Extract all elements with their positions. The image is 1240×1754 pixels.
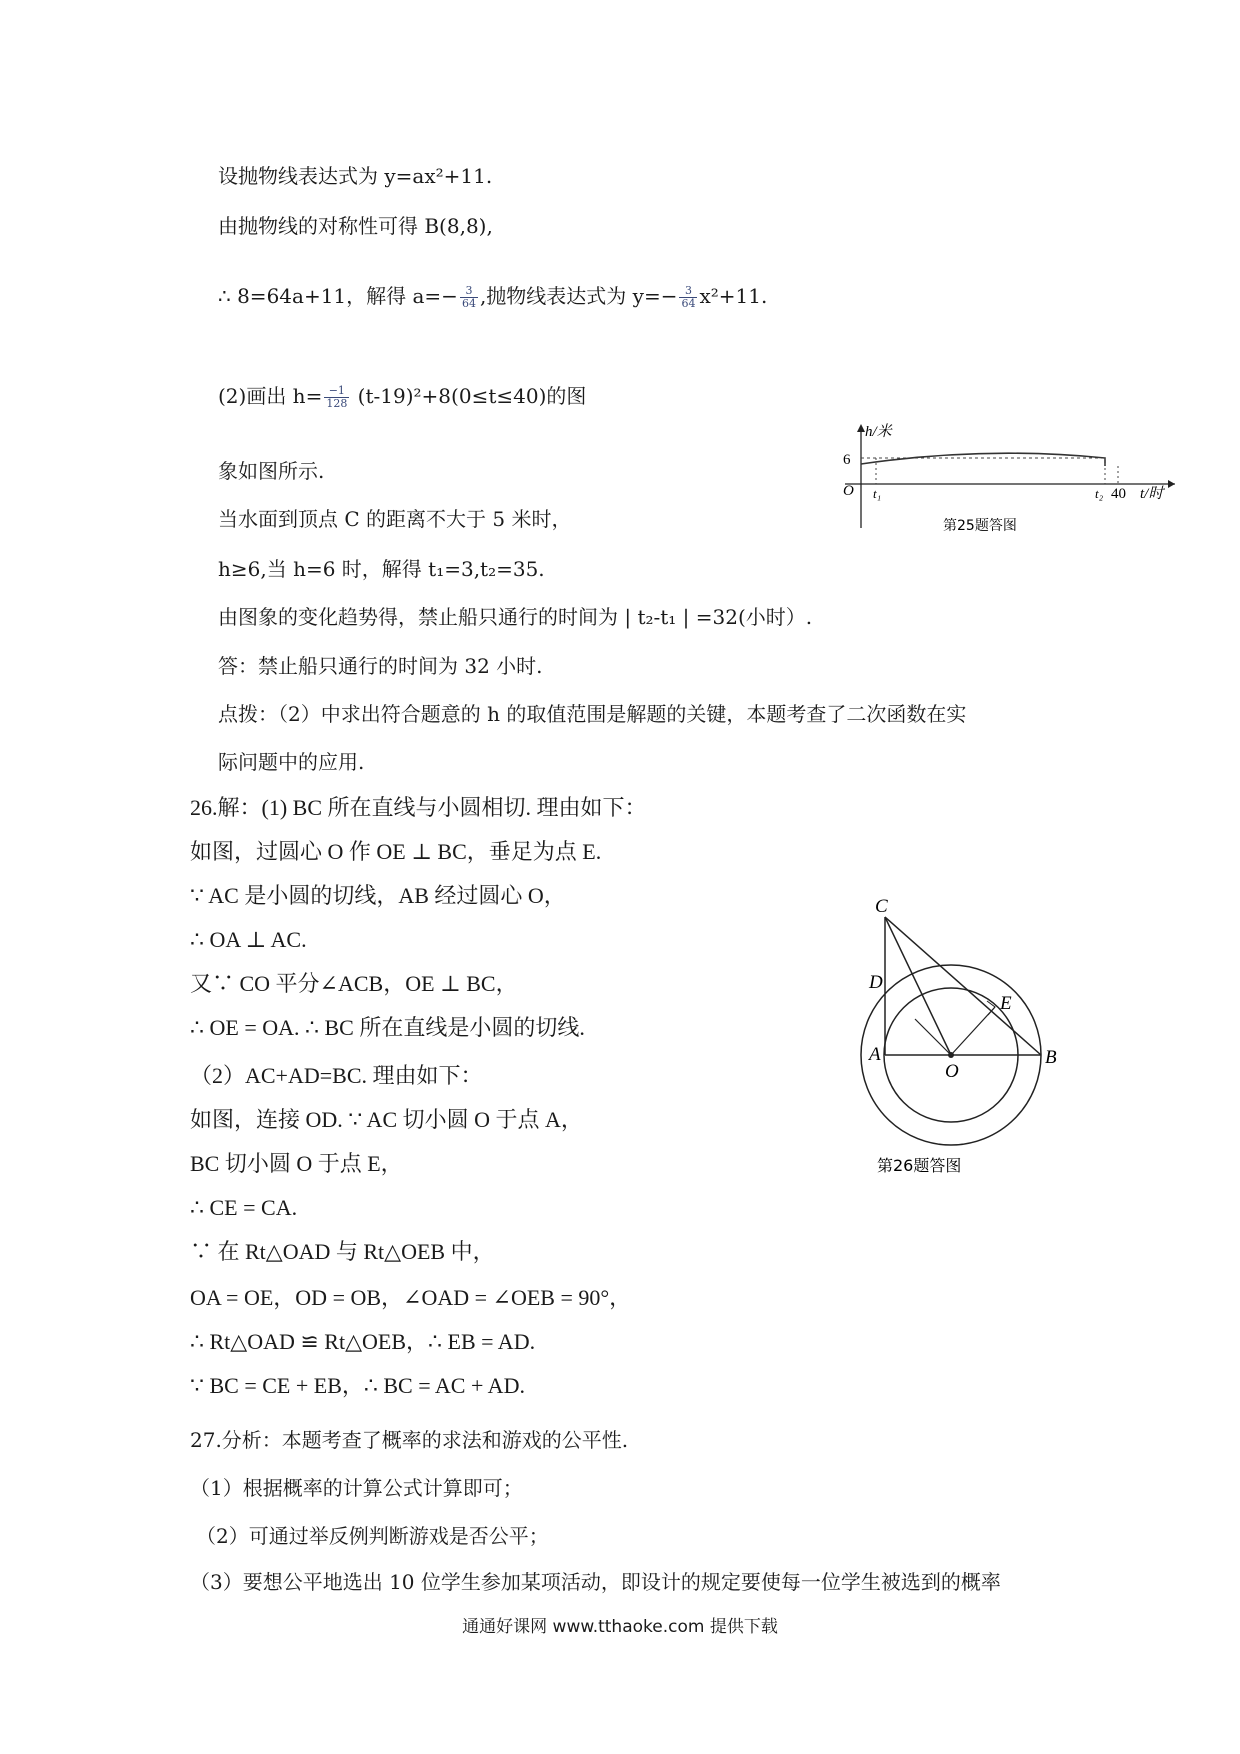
y-axis-arrow (857, 424, 865, 432)
label-a: A (869, 1044, 881, 1065)
q25-line-6: 当水面到顶点 C 的距离不大于 5 米时， (218, 507, 572, 531)
q27-line-3: （2）可通过举反例判断游戏是否公平； (196, 1524, 549, 1548)
q25-line-3b: ,抛物线表达式为 y=− (479, 284, 678, 308)
q26-line-3: ∵ AC 是小圆的切线，AB 经过圆心 O， (190, 883, 566, 908)
q26-line-4: ∴ OA ⊥ AC. (190, 927, 307, 952)
figure-caption: 第26题答图 (877, 1156, 962, 1175)
tick-40: 40 (1111, 486, 1126, 502)
q26-line-1: 26.解：(1) BC 所在直线与小圆相切. 理由如下： (190, 795, 647, 820)
q26-line-5: 又∵ CO 平分∠ACB，OE ⊥ BC， (190, 971, 518, 996)
y-axis-label: h/米 (865, 424, 892, 440)
q26-line-12: OA = OE，OD = OB，∠OAD = ∠OEB = 90°， (190, 1285, 632, 1310)
segment-cb (885, 917, 1041, 1055)
tick-6: 6 (843, 452, 851, 468)
q25-line-3a: ∴ 8=64a+11，解得 a=− (218, 284, 458, 308)
t1-label: t₁ (873, 486, 882, 501)
x-axis-arrow (1168, 480, 1175, 488)
q26-line-10: ∴ CE = CA. (190, 1195, 298, 1220)
q25-line-4 (218, 382, 586, 410)
fraction-3-64-b: $\frac{3}{64}$ (681, 284, 696, 310)
q25-line-3c: x²+11. (699, 284, 768, 308)
label-b: B (1045, 1047, 1057, 1068)
q26-line-14: ∵ BC = CE + EB，∴ BC = AC + AD. (190, 1373, 525, 1398)
q26-line-11: ∵ 在 Rt△OAD 与 Rt△OEB 中， (190, 1239, 495, 1264)
q26-line-8: 如图，连接 OD. ∵ AC 切小圆 O 于点 A， (190, 1107, 583, 1132)
label-c: C (875, 896, 888, 917)
q26-geometry-figure (855, 895, 1070, 1180)
label-d: D (869, 972, 883, 993)
q25-line-2: 由抛物线的对称性可得 B(8,8), (218, 214, 493, 238)
q26-line-13: ∴ Rt△OAD ≌ Rt△OEB，∴ EB = AD. (190, 1329, 536, 1354)
fraction-3-64-a: $\frac{3}{64}$ (461, 284, 476, 310)
q25-line-7: h≥6,当 h=6 时，解得 t₁=3,t₂=35. (218, 557, 545, 581)
q25-line-11: 际问题中的应用. (218, 750, 365, 774)
q26-line-2: 如图，过圆心 O 作 OE ⊥ BC，垂足为点 E. (190, 839, 602, 864)
origin-label: O (843, 483, 854, 499)
segment-od (915, 1019, 951, 1055)
q25-line-4b: (t-19)²+8(0≤t≤40)的图 (351, 384, 587, 408)
q25-line-8: 由图象的变化趋势得，禁止船只通行的时间为 | t₂-t₁ | =32(小时）. (218, 605, 813, 629)
fraction-minus1-128: $\frac{-1}{128}$ (326, 384, 348, 410)
q26-line-6: ∴ OE = OA. ∴ BC 所在直线是小圆的切线. (190, 1015, 585, 1040)
q25-line-9: 答：禁止船只通行的时间为 32 小时. (218, 654, 543, 678)
x-axis-label: t/时 (1140, 486, 1164, 502)
q26-line-7: （2）AC+AD=BC. 理由如下： (190, 1063, 483, 1088)
label-o: O (945, 1061, 959, 1082)
q27-line-4: （3）要想公平地选出 10 位学生参加某项活动，即设计的规定要使每一位学生被选到的概率 (190, 1570, 1001, 1594)
segment-co (885, 917, 951, 1055)
q25-line-3 (218, 282, 767, 310)
q27-line-1: 27.分析：本题考查了概率的求法和游戏的公平性. (190, 1428, 629, 1452)
q27-line-2: （1）根据概率的计算公式计算即可； (190, 1476, 523, 1500)
q25-graph (835, 418, 1185, 538)
center-point (948, 1052, 954, 1058)
parabola-curve (861, 453, 1105, 466)
graph-caption: 第25题答图 (943, 518, 1017, 534)
q25-line-10: 点拨：（2）中求出符合题意的 h 的取值范围是解题的关键，本题考查了二次函数在实 (218, 702, 967, 726)
label-e: E (1000, 993, 1012, 1014)
q25-line-1: 设抛物线表达式为 y=ax²+11. (218, 164, 493, 188)
t2-label: t₂ (1095, 486, 1104, 501)
q25-line-5: 象如图所示. (218, 459, 325, 483)
q26-line-9: BC 切小圆 O 于点 E， (190, 1151, 403, 1176)
page-footer: 通通好课网 www.tthaoke.com 提供下载 (462, 1617, 778, 1637)
q25-line-4a: (2)画出 h= (218, 384, 323, 408)
